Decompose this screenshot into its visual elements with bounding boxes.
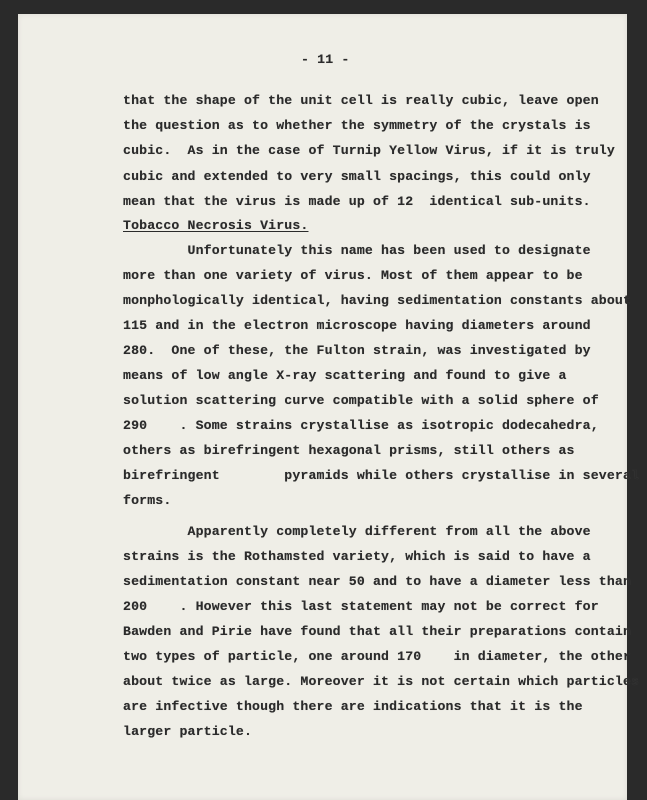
- text-line: forms.: [123, 493, 172, 508]
- text-line: 280. One of these, the Fulton strain, was investigated by: [123, 343, 591, 358]
- text-line: solution scattering curve compatible with a solid sphere of: [123, 393, 599, 408]
- text-line: Apparently completely different from all the above: [123, 524, 591, 539]
- text-line: birefringent pyramids while others crystallise in several: [123, 468, 640, 483]
- section-heading: Tobacco Necrosis Virus.: [123, 218, 309, 233]
- text-line: Bawden and Pirie have found that all their preparations contain: [123, 624, 632, 639]
- page-number: - 11 -: [301, 52, 350, 67]
- document-page: [18, 14, 640, 800]
- text-line: about twice as large. Moreover it is not certain which particles: [123, 674, 640, 689]
- text-line: 290 . Some strains crystallise as isotropic dodecahedra,: [123, 418, 599, 433]
- text-line: means of low angle X-ray scattering and found to give a: [123, 368, 567, 383]
- text-line: others as birefringent hexagonal prisms, still others as: [123, 443, 575, 458]
- text-line: the question as to whether the symmetry of the crystals is: [123, 118, 591, 133]
- text-line: mean that the virus is made up of 12 identical sub-units.: [123, 194, 591, 209]
- text-line: cubic. As in the case of Turnip Yellow Virus, if it is truly: [123, 143, 615, 158]
- text-line: more than one variety of virus. Most of them appear to be: [123, 268, 583, 283]
- text-line: 115 and in the electron microscope having diameters around: [123, 318, 591, 333]
- text-line: Unfortunately this name has been used to designate: [123, 243, 591, 258]
- text-line: sedimentation constant near 50 and to have a diameter less than: [123, 574, 632, 589]
- text-line: are infective though there are indications that it is the: [123, 699, 583, 714]
- text-line: 200 . However this last statement may not be correct for: [123, 599, 599, 614]
- text-line: cubic and extended to very small spacings, this could only: [123, 169, 591, 184]
- text-line: that the shape of the unit cell is really cubic, leave open: [123, 93, 599, 108]
- text-line: strains is the Rothamsted variety, which is said to have a: [123, 549, 591, 564]
- text-line: larger particle.: [123, 724, 253, 739]
- text-line: two types of particle, one around 170 in diameter, the other: [123, 649, 632, 664]
- text-line: monphologically identical, having sedimentation constants about: [123, 293, 632, 308]
